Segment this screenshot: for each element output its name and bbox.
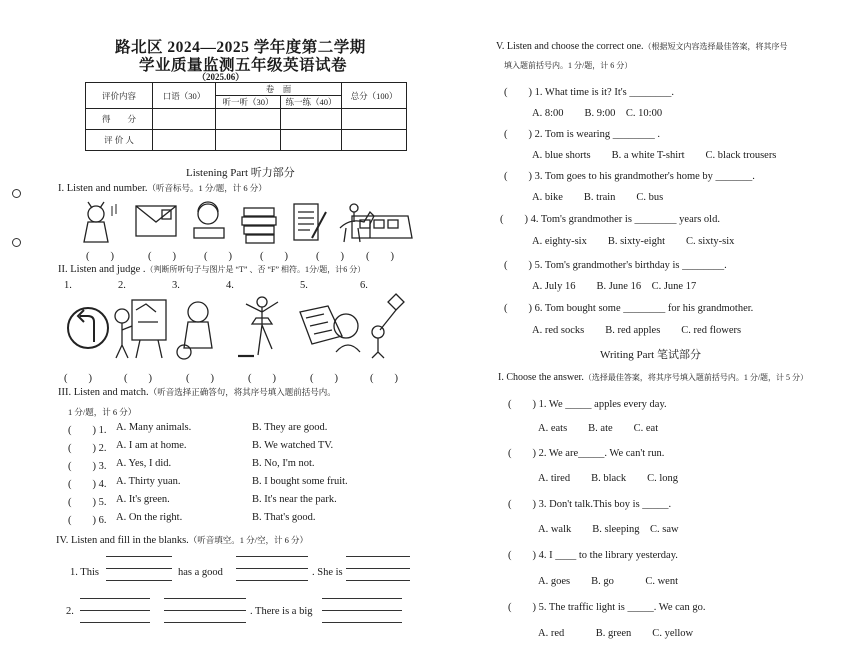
train-picture (352, 216, 412, 238)
blank-line (346, 556, 410, 557)
girl-singing-picture (84, 202, 116, 242)
match-number[interactable]: ( ) 2. (68, 443, 107, 454)
match-option-a: A. On the right. (116, 512, 183, 523)
match-option-b: B. That's good. (252, 512, 316, 523)
question-stem[interactable]: ( ) 4. Tom's grandmother is ________ years old. (500, 214, 720, 225)
score-col-listen: 听一听（30） (216, 96, 281, 109)
section-4-heading (56, 534, 308, 546)
reading-person-picture (300, 306, 360, 352)
blank-line[interactable] (106, 580, 172, 581)
binding-hole (12, 189, 21, 198)
section-2-note: （判断所听句子与图片是 “T” 、否 “F” 相符。1分/题，计6 分） (145, 265, 366, 274)
answer-paren[interactable]: ( ) (260, 251, 288, 262)
answer-paren[interactable]: ( ) (248, 373, 276, 384)
match-number[interactable]: ( ) 6. (68, 515, 107, 526)
score-col-total: 总分（100） (342, 83, 407, 109)
blank-line (80, 610, 150, 611)
picture-number: 2. (118, 280, 126, 291)
score-cell[interactable] (342, 130, 407, 151)
blank-line (346, 568, 410, 569)
score-col-content: 评价内容 (86, 83, 153, 109)
picture-number: 1. (64, 280, 72, 291)
question-options: A. eats B. ate C. eat (538, 423, 659, 434)
exam-title-line2: 学业质量监测五年级英语试卷 (139, 57, 348, 74)
score-col-practice: 练一练（40） (281, 96, 342, 109)
fill-line2-text-b: . There is a big (250, 606, 313, 617)
postcard-picture (136, 206, 176, 236)
question-options: A. red socks B. red apples C. red flowers (532, 325, 742, 336)
match-number[interactable]: ( ) 5. (68, 497, 107, 508)
blank-line (80, 598, 150, 599)
writing-part-title: Writing Part 笔试部分 (600, 349, 701, 361)
question-options: A. bike B. train C. bus (532, 192, 664, 203)
answer-paren[interactable]: ( ) (310, 373, 338, 384)
blank-line (322, 610, 402, 611)
match-option-b: B. No, I'm not. (252, 458, 315, 469)
answer-paren[interactable]: ( ) (148, 251, 176, 262)
blank-line (236, 556, 308, 557)
boy-with-ball-picture (177, 302, 212, 359)
listening-girl-picture (194, 202, 224, 238)
blank-line[interactable] (236, 580, 308, 581)
picture-number: 4. (226, 280, 234, 291)
question-stem[interactable]: ( ) 1. What time is it? It's ________. (504, 87, 674, 98)
fill-line1-text-b: has a good (178, 567, 223, 578)
section-5-title: V. Listen and choose the correct one. (496, 41, 644, 52)
score-cell[interactable] (281, 130, 342, 151)
horse-rider-picture (340, 204, 374, 242)
match-option-a: A. Thirty yuan. (116, 476, 181, 487)
question-options: A. goes B. go C. went (538, 576, 678, 587)
section-2-heading (58, 264, 365, 275)
answer-paren[interactable]: ( ) (86, 251, 114, 262)
fill-line1-text-a: 1. This (70, 567, 99, 578)
question-options: A. red B. green C. yellow (538, 628, 694, 639)
blank-line[interactable] (346, 580, 410, 581)
writing-section-1-note: （选择最佳答案，将其序号填入题前括号内。1 分/题，计 5 分） (583, 373, 809, 382)
question-stem[interactable]: ( ) 3. Don't talk.This boy is _____. (508, 499, 672, 510)
score-col-oral: 口语（30） (153, 83, 216, 109)
question-stem[interactable]: ( ) 5. The traffic light is _____. We can go. (508, 602, 706, 613)
answer-paren[interactable]: ( ) (316, 251, 344, 262)
blank-line (236, 568, 308, 569)
exam-date: （2025.06） (197, 72, 245, 82)
score-cell[interactable] (342, 109, 407, 130)
match-option-a: A. Many animals. (116, 422, 192, 433)
question-options: A. blue shorts B. a white T-shirt C. black trousers (532, 150, 777, 161)
question-options: A. tired B. black C. long (538, 473, 678, 484)
section-1-heading (58, 182, 267, 194)
match-number[interactable]: ( ) 4. (68, 479, 107, 490)
match-option-b: B. It's near the park. (252, 494, 337, 505)
picture-number: 6. (360, 280, 368, 291)
books-picture (242, 208, 276, 243)
section-5-note2: 填入题前括号内。1 分/题，计 6 分） (504, 61, 633, 70)
score-cell[interactable] (281, 109, 342, 130)
question-options: A. July 16 B. June 16 C. June 17 (532, 281, 697, 292)
picture-number: 3. (172, 280, 180, 291)
fill-line1-text-c: . She is (312, 567, 343, 578)
section-1-title: I. Listen and number. (58, 183, 148, 194)
question-options: A. 8:00 B. 9:00 C. 10:00 (532, 108, 663, 119)
writing-section-1-heading (498, 372, 808, 383)
blank-line[interactable] (80, 622, 150, 623)
blank-line (164, 598, 246, 599)
question-stem[interactable]: ( ) 3. Tom goes to his grandmother's home by _______. (504, 171, 755, 182)
section-3-note: （听音选择正确答句，将其序号填入题前括号内。 (148, 387, 336, 397)
ballet-dancer-picture (238, 297, 278, 356)
question-stem[interactable]: ( ) 2. Tom is wearing ________ . (504, 129, 660, 140)
section-5-note: （根据短文内容选择最佳答案，将其序号 (643, 42, 788, 51)
answer-paren[interactable]: ( ) (186, 373, 214, 384)
answer-paren[interactable]: ( ) (370, 373, 398, 384)
question-stem[interactable]: ( ) 5. Tom's grandmother's birthday is ________. (504, 260, 727, 271)
question-options: A. walk B. sleeping C. saw (538, 524, 679, 535)
answer-paren[interactable]: ( ) (366, 251, 394, 262)
question-stem[interactable]: ( ) 4. I ____ to the library yesterday. (508, 550, 678, 561)
section-3-title: III. Listen and match. (58, 387, 149, 398)
listening-part-title: Listening Part 听力部分 (186, 167, 295, 179)
exam-title-line1: 路北区 2024—2025 学年度第二学期 (115, 39, 366, 56)
painting-child-picture (115, 300, 166, 358)
writing-section-1-title: I. Choose the answer. (498, 372, 584, 383)
question-stem[interactable]: ( ) 1. We _____ apples every day. (508, 399, 667, 410)
score-row-grader: 评 价 人 (86, 130, 153, 151)
section-3-note2: 1 分/题，计 6 分） (68, 407, 137, 417)
score-col-paper: 卷 面 (216, 83, 342, 96)
question-stem[interactable]: ( ) 2. We are_____. We can't run. (508, 448, 665, 459)
turn-left-sign-icon (68, 308, 108, 348)
score-row-score: 得 分 (86, 109, 153, 130)
kite-child-picture (372, 294, 404, 358)
match-option-b: B. They are good. (252, 422, 328, 433)
binding-hole (12, 238, 21, 247)
blank-line[interactable] (164, 622, 246, 623)
match-option-a: A. It's green. (116, 494, 170, 505)
score-cell[interactable] (153, 130, 216, 151)
score-cell[interactable] (216, 130, 281, 151)
blank-line (322, 598, 402, 599)
blank-line (164, 610, 246, 611)
section-5-heading (496, 41, 788, 52)
question-stem[interactable]: ( ) 6. Tom bought some ________ for his grandmother. (504, 303, 754, 314)
section-4-note: （听音填空。1 分/空，计 6 分） (188, 535, 309, 545)
section-4-title: IV. Listen and fill in the blanks. (56, 535, 189, 546)
answer-paren[interactable]: ( ) (64, 373, 92, 384)
section-1-pictures (78, 198, 418, 248)
section-1-note: （听音标号。1 分/题，计 6 分） (147, 183, 267, 193)
score-cell[interactable] (216, 109, 281, 130)
match-number[interactable]: ( ) 3. (68, 461, 107, 472)
blank-line (106, 568, 172, 569)
score-cell[interactable] (153, 109, 216, 130)
picture-number: 5. (300, 280, 308, 291)
match-option-a: A. I am at home. (116, 440, 187, 451)
section-2-title: II. Listen and judge . (58, 264, 146, 275)
fill-line2-text-a: 2. (66, 606, 74, 617)
match-option-b: B. I bought some fruit. (252, 476, 348, 487)
blank-line[interactable] (322, 622, 402, 623)
match-option-b: B. We watched TV. (252, 440, 334, 451)
section-3-heading (58, 386, 336, 398)
match-number[interactable]: ( ) 1. (68, 425, 107, 436)
question-options: A. eighty-six B. sixty-eight C. sixty-six (532, 236, 735, 247)
blank-line (106, 556, 172, 557)
section-2-pictures (60, 292, 420, 364)
answer-paren[interactable]: ( ) (124, 373, 152, 384)
letter-writing-picture (294, 204, 326, 240)
match-option-a: A. Yes, I did. (116, 458, 172, 469)
score-table (85, 82, 407, 151)
answer-paren[interactable]: ( ) (204, 251, 232, 262)
